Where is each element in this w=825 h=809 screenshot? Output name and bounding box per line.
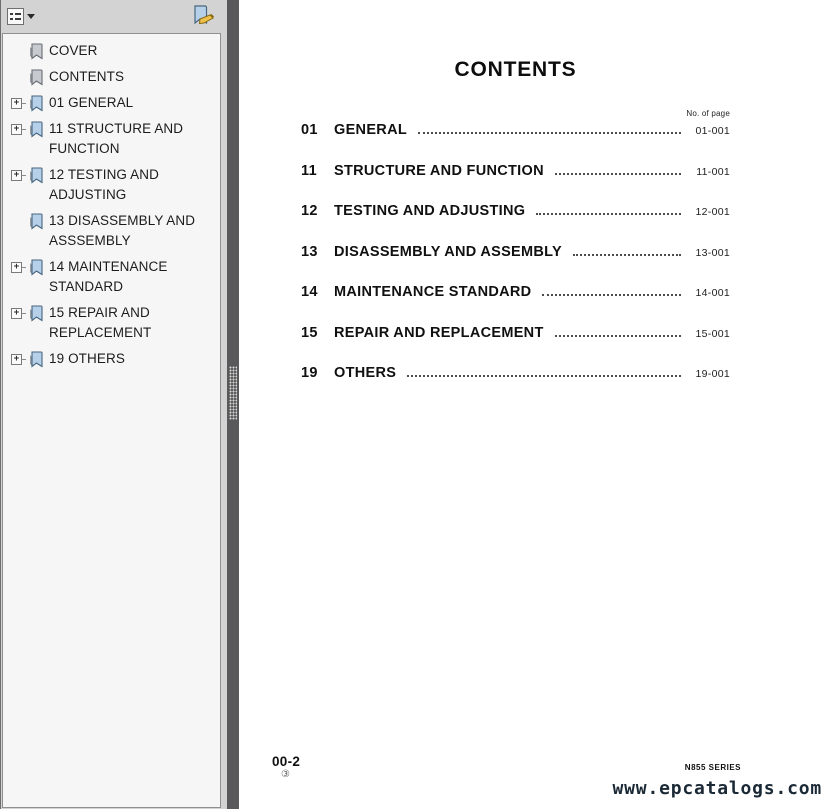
bookmark-label[interactable]: 15 REPAIR AND REPLACEMENT xyxy=(49,305,152,340)
bookmark-label[interactable]: CONTENTS xyxy=(49,69,125,84)
tree-connector xyxy=(22,103,26,104)
toc-entry-page: 14-001 xyxy=(695,287,730,299)
splitter-grip-icon[interactable] xyxy=(229,366,237,420)
pane-splitter[interactable] xyxy=(227,0,239,809)
bookmark-options-icon xyxy=(7,8,24,25)
page-number: 00-2 xyxy=(272,754,301,769)
bookmark-item[interactable] xyxy=(3,119,218,159)
expand-plus-icon[interactable]: + xyxy=(11,308,22,319)
bookmark-item[interactable] xyxy=(3,257,218,297)
bookmark-flag-icon xyxy=(29,95,43,112)
toc-entry-page: 11-001 xyxy=(696,165,730,178)
tree-spacer xyxy=(22,221,26,222)
dot-leader xyxy=(555,335,681,337)
bookmark-label[interactable]: 11 STRUCTURE AND FUNCTION xyxy=(49,121,184,156)
bookmark-item[interactable] xyxy=(3,303,218,343)
bookmark-label[interactable]: COVER xyxy=(49,43,98,58)
bookmark-flag-icon xyxy=(29,43,43,60)
toc-entry xyxy=(301,122,730,138)
toc-entry-label: TESTING AND ADJUSTING xyxy=(334,203,526,219)
expand-plus-icon[interactable]: + xyxy=(11,170,22,181)
page-revision-mark: ③ xyxy=(281,769,290,780)
tree-spacer xyxy=(22,77,26,78)
bookmark-flag-icon xyxy=(29,305,43,322)
dot-leader xyxy=(407,375,681,377)
toc-block xyxy=(301,58,730,406)
bookmark-label[interactable]: 12 TESTING AND ADJUSTING xyxy=(49,167,159,202)
bookmark-item[interactable] xyxy=(3,93,218,113)
toc-entry-number: 11 xyxy=(301,162,317,179)
bookmark-item[interactable] xyxy=(3,41,218,61)
toc-list xyxy=(301,122,730,381)
dot-leader xyxy=(555,173,681,175)
watermark-link[interactable]: www.epcatalogs.com xyxy=(612,778,822,799)
toc-entry-page: 13-001 xyxy=(695,246,730,259)
bookmark-label[interactable]: 01 GENERAL xyxy=(49,95,134,110)
toc-entry-number: 12 xyxy=(301,203,318,219)
column-note: No. of page xyxy=(686,109,730,118)
chevron-down-icon xyxy=(27,14,35,19)
bookmark-flag-icon xyxy=(29,69,43,86)
document-page xyxy=(239,0,825,809)
tree-connector xyxy=(22,175,26,176)
dot-leader xyxy=(536,213,681,215)
expand-plus-icon[interactable]: + xyxy=(11,262,22,273)
toc-entry-label: REPAIR AND REPLACEMENT xyxy=(334,324,544,341)
toc-entry xyxy=(301,365,730,381)
page-title: CONTENTS xyxy=(454,58,577,81)
toc-entry-number: 14 xyxy=(301,284,318,300)
dot-leader xyxy=(418,132,681,134)
expand-plus-icon[interactable]: + xyxy=(11,354,22,365)
tree-spacer xyxy=(22,51,26,52)
toc-entry-label: OTHERS xyxy=(334,365,397,381)
toc-entry xyxy=(301,203,730,219)
expand-plus-icon[interactable]: + xyxy=(11,124,22,135)
toc-entry-label: DISASSEMBLY AND ASSEMBLY xyxy=(334,243,562,260)
toc-entry xyxy=(301,325,730,341)
tree-spacer xyxy=(11,72,22,83)
dot-leader xyxy=(542,294,681,296)
bookmarks-panel xyxy=(2,33,221,808)
toc-entry-page: 19-001 xyxy=(695,368,730,380)
toc-entry-number: 15 xyxy=(301,324,318,341)
tree-connector xyxy=(22,129,26,130)
toc-entry-page: 15-001 xyxy=(695,327,730,340)
toc-entry xyxy=(301,244,730,260)
toc-entry-page: 12-001 xyxy=(695,206,730,218)
bookmark-flag-icon xyxy=(29,259,43,276)
expand-plus-icon[interactable]: + xyxy=(11,98,22,109)
toc-entry-number: 19 xyxy=(301,365,318,381)
new-bookmark-button[interactable] xyxy=(191,4,215,28)
tree-spacer xyxy=(11,46,22,57)
toc-entry xyxy=(301,284,730,300)
bookmark-flag-icon xyxy=(29,121,43,138)
toc-entry-label: STRUCTURE AND FUNCTION xyxy=(334,162,544,179)
toc-entry-label: GENERAL xyxy=(334,122,407,138)
toc-entry-label: MAINTENANCE STANDARD xyxy=(334,284,532,300)
toc-entry-number: 13 xyxy=(301,243,318,260)
tree-connector xyxy=(22,359,26,360)
bookmark-label[interactable]: 14 MAINTENANCE STANDARD xyxy=(49,259,168,294)
tree-connector xyxy=(22,313,26,314)
bookmark-flag-icon xyxy=(29,351,43,368)
bookmark-flag-icon xyxy=(29,213,43,230)
bookmark-item[interactable] xyxy=(3,165,218,205)
bookmark-item[interactable] xyxy=(3,211,218,251)
bookmark-list xyxy=(3,34,220,369)
bookmark-label[interactable]: 19 OTHERS xyxy=(49,351,125,366)
dot-leader xyxy=(573,254,681,256)
tree-spacer xyxy=(11,216,22,227)
toc-entry-number: 01 xyxy=(301,122,318,138)
bookmark-item[interactable] xyxy=(3,349,218,369)
bookmark-item[interactable] xyxy=(3,67,218,87)
bookmark-options-button[interactable] xyxy=(7,7,37,26)
bookmark-flag-icon xyxy=(29,167,43,184)
toc-entry xyxy=(301,163,730,179)
toc-entry-page: 01-001 xyxy=(695,125,730,137)
tree-connector xyxy=(22,267,26,268)
bookmark-label[interactable]: 13 DISASSEMBLY AND ASSSEMBLY xyxy=(49,213,196,248)
series-label: N855 SERIES xyxy=(684,763,741,772)
bookmarks-pane xyxy=(0,0,227,809)
bookmarks-toolbar xyxy=(1,0,228,32)
new-bookmark-pen-icon xyxy=(191,4,215,28)
